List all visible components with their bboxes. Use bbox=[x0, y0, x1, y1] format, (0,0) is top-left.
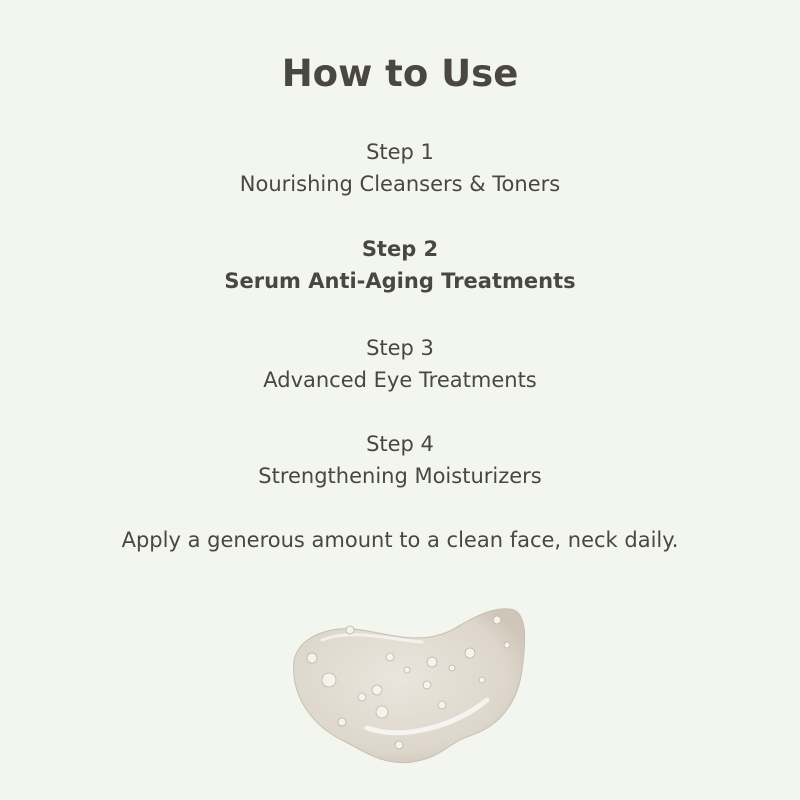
step-label: Step 2 bbox=[361, 237, 439, 261]
step-1 bbox=[0, 136, 800, 200]
step-label: Step 1 bbox=[366, 140, 434, 164]
step-text: Strengthening Moisturizers bbox=[258, 464, 542, 488]
step-text: Advanced Eye Treatments bbox=[263, 368, 537, 392]
step-text: Nourishing Cleansers & Toners bbox=[239, 172, 561, 196]
page-title: How to Use bbox=[281, 52, 519, 95]
step-label: Step 4 bbox=[366, 432, 434, 456]
step-text: Serum Anti-Aging Treatments bbox=[224, 269, 576, 293]
step-2 bbox=[0, 233, 800, 297]
step-label: Step 3 bbox=[366, 336, 434, 360]
usage-instruction: Apply a generous amount to a clean face, neck daily. bbox=[121, 528, 679, 552]
step-4 bbox=[0, 428, 800, 492]
step-3 bbox=[0, 332, 800, 396]
serum-gel-swatch-image bbox=[282, 600, 532, 780]
